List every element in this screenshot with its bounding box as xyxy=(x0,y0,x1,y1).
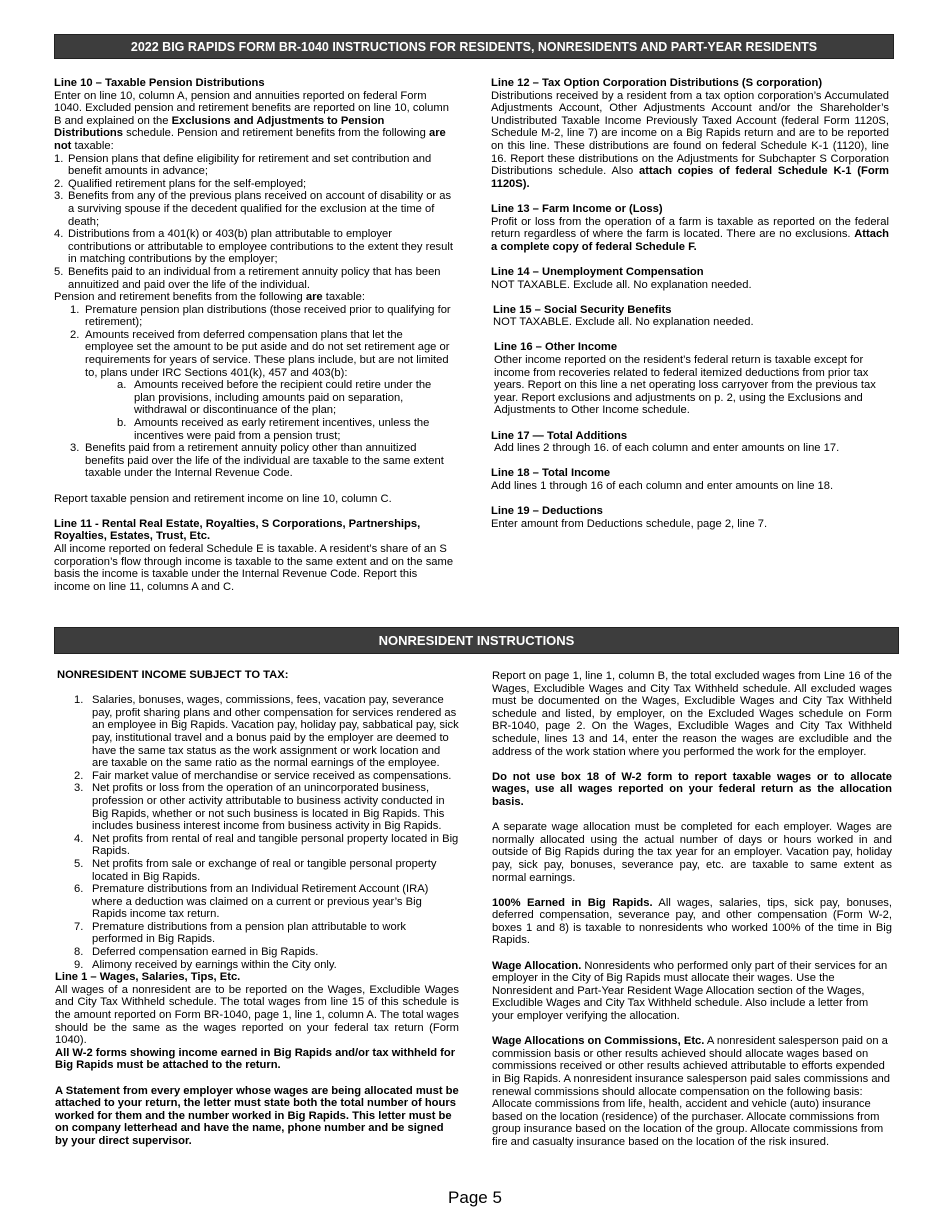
line19-heading: Line 19 – Deductions xyxy=(491,505,603,518)
line1-employer-statement: A Statement from every employer whose wages are being allocated must be attached to your return, the letter must state both the total number of hours worked for them and the number worked in Big Rapids. This letter must be on company letterhead and have the name, phone number and be signed by your direct supervisor. xyxy=(55,1084,459,1147)
commission-allocation-paragraph: Wage Allocations on Commissions, Etc. A nonresident salesperson paid on a commission basis or other results achieved should allocate wages based on commissions received or other results achieved attributable to efforts expended in Big Rapids. A nonresident insurance salesperson paid sales commissions and renewal commissions should allocate compensation on the following basis: Allocate commissions from life, health, accident and vehicle (auto) insurance based on the location (residence) of the purchaser. Allocate commissions from group insurance based on the location of the group. Allocate commissions from fire and casualty insurance based on the location of the risk insured. xyxy=(492,1035,891,1148)
list-item: 1. Pension plans that define eligibility for retirement and set contribution and benefit amounts in advance; xyxy=(54,152,432,178)
nonresident-income-heading: NONRESIDENT INCOME SUBJECT TO TAX: xyxy=(57,669,289,681)
left-column-residents xyxy=(54,77,454,593)
list-item: 7. Premature distributions from a pension plan attributable to work performed in Big Rapids. xyxy=(74,920,407,946)
right-column-nonresident xyxy=(492,670,892,1149)
box18-warning: Do not use box 18 of W-2 form to report taxable wages or to allocate wages, use all wages reported on your federal return as the allocation basis. xyxy=(492,770,892,808)
nonresident-income-list xyxy=(57,694,459,971)
wage-allocation-paragraph: Wage Allocation. Nonresidents who performed only part of their services for an employer in the City of Big Rapids must allocate their wages. Use the Nonresident and Part-Year Resident Wage Allocation section of the Wages, Excludible Wages and City Tax Withheld schedule. Also include a letter from your employer verifying the allocation. xyxy=(492,959,888,1023)
line13-heading: Line 13 – Farm Income or (Loss) xyxy=(491,202,663,215)
taxable-intro: Pension and retirement benefits from the following are taxable: xyxy=(54,291,365,304)
line12-heading: Line 12 – Tax Option Corporation Distributions (S corporation) xyxy=(491,77,823,89)
nonresident-banner: NONRESIDENT INSTRUCTIONS xyxy=(54,627,899,654)
list-item: 3. Benefits paid from a retirement annuity policy other than annuitized benefits paid over the life of the individual are taxable to the same extent taxable under the Internal Revenue Code. xyxy=(70,442,444,480)
sub-list xyxy=(54,379,454,442)
line15-text: NOT TAXABLE. Exclude all. No explanation needed. xyxy=(493,316,754,329)
line12-text: Distributions received by a resident from a tax option corporation’s Accumulated Adjustments Account, Other Adjustments Account and/or the Shareholder’s Undistributed Taxable Income Previously Taxed Account (federal Form 1120S, Schedule M-2, line 7) are income on a Big Rapids return and are to be reported on this line. These distributions are found on federal Schedule K-1 (1120), line 16. Report these distributions on the Adjustments for Subchapter S Corporation Distributions schedule. Also attach copies of federal Schedule K-1 (Form 1120S). xyxy=(491,89,889,190)
list-item: 5. Benefits paid to an individual from a retirement annuity policy that has been annuitized and paid over the life of the individual. xyxy=(54,265,441,291)
list-item: 1. Salaries, bonuses, wages, commissions, fees, vacation pay, severance pay, profit sharing plans and other compensation for services rendered as an employee in Big Rapids. Vacation pay, holiday pay, sabbatical pay, sick pay, institutional travel and a bonus paid by the employer are deemed to have the same tax status as the work assignment or work location and are taxable on the same ratio as the normal earnings of the employee. xyxy=(74,694,459,770)
list-item: 2. Qualified retirement plans for the self-employed; xyxy=(54,177,307,190)
line1-text: All wages of a nonresident are to be reported on the Wages, Excludible Wages and City Tax Withheld schedule. The total wages from line 15 of this schedule is the amount reported on Form BR-1040, page 1, line 1, column A. The total wages should be the same as the wages reported on your federal tax return (Form 1040). xyxy=(55,983,459,1047)
line18-heading: Line 18 – Total Income xyxy=(491,467,611,480)
list-item: 6. Premature distributions from an Individual Retirement Account (IRA) where a deduction was claimed on a current or previous year’s Big Rapids income tax return. xyxy=(74,883,429,921)
right-column-residents xyxy=(491,77,889,530)
list-item: 5. Net profits from sale or exchange of real or tangible personal property located in Big Rapids. xyxy=(74,857,437,883)
line14-heading: Line 14 – Unemployment Compensation xyxy=(491,265,704,278)
list-item: 4. Distributions from a 401(k) or 403(b) plan attributable to employer contributions or attributable to employee contributions to the extent they result in matching contributions by the employer; xyxy=(54,228,453,266)
separate-allocation-paragraph: A separate wage allocation must be completed for each employer. Wages are normally allocated using the actual number of days or hours worked in and outside of Big Rapids during the tax year for an employer. Vacation pay, holiday pay, sick pay, bonuses, severance pay, etc. are taxable to same extent as normal earnings. xyxy=(492,821,892,884)
line13-text: Profit or loss from the operation of a farm is taxable as reported on the federal return regardless of where the farm is located. There are no exclusions. Attach a complete copy of federal Schedule F. xyxy=(491,215,889,253)
page-number: Page 5 xyxy=(448,1188,502,1207)
page-header-banner: 2022 BIG RAPIDS FORM BR-1040 INSTRUCTIONS FOR RESIDENTS, NONRESIDENTS AND PART-YEAR RESIDENTS xyxy=(54,34,894,59)
list-item: 9. Alimony received by earnings within the City only. xyxy=(74,958,337,971)
line17-text: Add lines 2 through 16. of each column and enter amounts on line 17. xyxy=(494,442,840,455)
list-item: 1. Premature pension plan distributions (those received prior to qualifying for retirement); xyxy=(70,303,451,329)
line11-text: All income reported on federal Schedule E is taxable. A resident’s share of an S corporation’s flow through income is taxable to the same extent and on the same basis the income is taxable under the Internal Revenue Code. Report this income on line 11, columns A and C. xyxy=(54,542,454,593)
list-item: 2. Fair market value of merchandise or service received as compensations. xyxy=(74,769,452,782)
excluded-wages-paragraph: Report on page 1, line 1, column B, the total excluded wages from Line 16 of the Wages, Excludible Wages and City Tax Withheld schedule. All excluded wages must be documented on the Wages, Excludible Wages and City Tax Withheld schedule and listed, by employer, on the Excluded Wages schedule on Form BR-1040, page 2. On the Wages, Excludible Wages and City Tax Withheld schedule, lines 13 and 14, enter the reason the wages are excludible and the address of the work station where you performed the work for the employer. xyxy=(492,670,892,758)
list-item: 2. Amounts received from deferred compensation plans that let the employee set the amount to be put aside and do not set retirement age or requirements for years of service. These plans include, but are not limited to, plans under IRC Sections 401(k), 457 and 403(b): a. Amounts received before the recipient could retire under the plan provisions, including amounts paid on separation, withdrawal or discontinuance of the plan; b. Amounts received as early retirement incentives, unless the incentives were paid from a pension trust; xyxy=(54,329,454,442)
line14-text: NOT TAXABLE. Exclude all. No explanation needed. xyxy=(491,278,752,291)
list-item: 3. Net profits or loss from the operation of an unincorporated business, profession or other activity attributable to business activity conducted in Big Rapids, whether or not such business is located in Big Rapids. This includes business interest income from business activity in Big Rapids. xyxy=(74,782,445,833)
list-item: 4. Net profits from rental of real and tangible personal property located in Big Rapids. xyxy=(74,832,459,858)
line11-heading: Line 11 - Rental Real Estate, Royalties, S Corporations, Partnerships, Royalties, Estates, Trust, Etc. xyxy=(54,517,421,543)
line1-w2-note: All W-2 forms showing income earned in Big Rapids and/or tax withheld for Big Rapids must be attached to the return. xyxy=(55,1046,456,1072)
left-column-nonresident xyxy=(57,669,459,1148)
line17-heading: Line 17 — Total Additions xyxy=(491,429,628,442)
line16-text: Other income reported on the resident’s federal return is taxable except for income from recoveries related to federal itemized deductions from prior tax years. Report on this line a net operating loss carryover from the previous tax year. Report exclusions and adjustments on p. 2, using the Exclusions and Adjustments to Other Income schedule. xyxy=(494,354,876,417)
list-item: 3. Benefits from any of the previous plans received on account of disability or as a surviving spouse if the decedent qualified for the exclusion at the time of death; xyxy=(54,190,452,228)
sub-list-item: a. Amounts received before the recipient could retire under the plan provisions, including amounts paid on separation, withdrawal or discontinuance of the plan; xyxy=(117,379,432,417)
taxable-list xyxy=(54,304,454,480)
line10-report: Report taxable pension and retirement income on line 10, column C. xyxy=(54,492,392,505)
line19-text: Enter amount from Deductions schedule, page 2, line 7. xyxy=(491,517,768,530)
earned-100-paragraph: 100% Earned in Big Rapids. All wages, salaries, tips, sick pay, bonuses, deferred compensation, severance pay, and other compensation (Form W-2, boxes 1 and 8) is taxable to nonresidents who worked 100% of the time in Big Rapids. xyxy=(492,896,892,947)
line16-heading: Line 16 – Other Income xyxy=(494,341,618,354)
sub-list-item: b. Amounts received as early retirement incentives, unless the incentives were paid from a pension trust; xyxy=(117,417,430,442)
line10-intro: Enter on line 10, column A, pension and annuities reported on federal Form 1040. Excluded pension and retirement benefits are reported on line 10, column B and explained on the Exclusions and Adjustments to Pension Distributions schedule. Pension and retirement benefits from the following are not taxable: xyxy=(54,89,449,152)
not-taxable-list xyxy=(54,153,454,292)
line1-heading: Line 1 – Wages, Salaries, Tips, Etc. xyxy=(55,971,241,984)
line10-heading: Line 10 – Taxable Pension Distributions xyxy=(54,77,265,89)
line15-heading: Line 15 – Social Security Benefits xyxy=(493,303,672,316)
list-item: 8. Deferred compensation earned in Big Rapids. xyxy=(74,946,319,959)
line18-text: Add lines 1 through 16 of each column and enter amounts on line 18. xyxy=(491,480,834,492)
